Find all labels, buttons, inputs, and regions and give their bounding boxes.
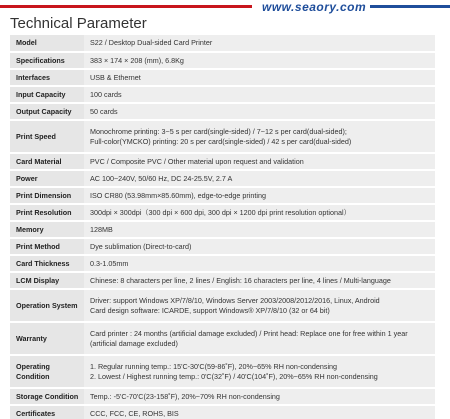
header-blue-rule <box>370 5 450 8</box>
spec-row <box>10 272 435 289</box>
spec-label: Operating Condition <box>10 355 84 388</box>
spec-value-line: 100 cards <box>90 89 122 99</box>
spec-label: Print Resolution <box>10 204 84 221</box>
spec-label: Card Thickness <box>10 255 84 272</box>
spec-value-line: AC 100~240V, 50/60 Hz, DC 24-25.5V, 2.7 A <box>90 173 233 183</box>
spec-label: Storage Condition <box>10 388 84 405</box>
header-red-rule <box>0 5 252 8</box>
spec-value <box>84 187 435 204</box>
spec-value <box>84 322 435 355</box>
spec-value <box>84 355 435 388</box>
spec-row <box>10 52 435 69</box>
spec-value-line: 383 × 174 × 208 (mm), 6.8Kg <box>90 55 184 65</box>
spec-row <box>10 388 435 405</box>
spec-value-line: 0.3-1.05mm <box>90 258 129 268</box>
spec-label: Memory <box>10 221 84 238</box>
spec-row <box>10 69 435 86</box>
spec-value <box>84 52 435 69</box>
spec-row <box>10 153 435 170</box>
spec-value <box>84 69 435 86</box>
spec-value <box>84 388 435 405</box>
spec-value <box>84 103 435 120</box>
spec-value <box>84 204 435 221</box>
spec-value <box>84 255 435 272</box>
spec-row <box>10 221 435 238</box>
spec-value-line: Full-color(YMCKO) printing: 20 s per card(single-sided) / 42 s per card(dual-sided) <box>90 136 352 146</box>
spec-label: Print Speed <box>10 120 84 153</box>
spec-row <box>10 204 435 221</box>
spec-label: Card Material <box>10 153 84 170</box>
spec-value-line: Chinese: 8 characters per line, 2 lines / English: 16 characters per line, 4 lines / Multi-language <box>90 275 391 285</box>
spec-value <box>84 238 435 255</box>
spec-value <box>84 221 435 238</box>
spec-value <box>84 153 435 170</box>
spec-value <box>84 120 435 153</box>
spec-value-line: ISO CR80 (53.98mm×85.60mm), edge-to-edge printing <box>90 190 266 200</box>
spec-label: Print Method <box>10 238 84 255</box>
spec-row <box>10 187 435 204</box>
site-url-link[interactable]: www.seaory.com <box>262 0 367 14</box>
spec-value-line: 1. Regular running temp.: 15'C-30'C(59-86˚F), 20%~65% RH non-condensing <box>90 361 338 371</box>
spec-row <box>10 86 435 103</box>
spec-value-line: PVC / Composite PVC / Other material upon request and validation <box>90 156 304 166</box>
spec-label: Output Capacity <box>10 103 84 120</box>
spec-value-line: 128MB <box>90 224 113 234</box>
spec-value <box>84 170 435 187</box>
spec-value-line: Card design software: ICARDE, support Windows® XP/7/8/10 (32 or 64 bit) <box>90 305 330 315</box>
spec-value <box>84 289 435 322</box>
spec-value <box>84 405 435 419</box>
spec-label: Power <box>10 170 84 187</box>
spec-row <box>10 322 435 355</box>
spec-row <box>10 255 435 272</box>
spec-value <box>84 35 435 52</box>
spec-label: Warranty <box>10 322 84 355</box>
spec-label: Interfaces <box>10 69 84 86</box>
spec-label: Input Capacity <box>10 86 84 103</box>
spec-value-line: 50 cards <box>90 106 118 116</box>
spec-value-line: 300dpi × 300dpi（300 dpi × 600 dpi, 300 dpi × 1200 dpi print resolution optional） <box>90 207 351 217</box>
spec-value-line: 2. Lowest / Highest running temp.: 0'C(32˚F) / 40'C(104˚F), 20%~65% RH non-condensing <box>90 371 378 381</box>
spec-label: Print Dimension <box>10 187 84 204</box>
spec-value-line: (artificial damage excluded) <box>90 338 178 348</box>
spec-table-body <box>10 35 435 419</box>
spec-row <box>10 170 435 187</box>
spec-value <box>84 272 435 289</box>
spec-label: Specifications <box>10 52 84 69</box>
spec-row <box>10 120 435 153</box>
spec-value <box>84 86 435 103</box>
spec-label: Operation System <box>10 289 84 322</box>
spec-value-line: CCC, FCC, CE, ROHS, BIS <box>90 408 179 418</box>
spec-row <box>10 238 435 255</box>
spec-label: Model <box>10 35 84 52</box>
spec-value-line: USB & Ethernet <box>90 72 141 82</box>
spec-row <box>10 35 435 52</box>
spec-table <box>10 35 435 419</box>
spec-label: Certificates <box>10 405 84 419</box>
spec-row <box>10 405 435 419</box>
spec-value-line: Card printer : 24 months (artificial damage excluded) / Print head: Replace one for free within 1 year <box>90 328 408 338</box>
spec-row <box>10 103 435 120</box>
spec-value-line: Temp.: -5'C-70'C(23-158˚F), 20%~70% RH non-condensing <box>90 391 280 401</box>
spec-row <box>10 355 435 388</box>
spec-label: LCM Display <box>10 272 84 289</box>
spec-value-line: Dye sublimation (Direct-to-card) <box>90 241 192 251</box>
spec-value-line: S22 / Desktop Dual-sided Card Printer <box>90 38 213 47</box>
spec-row <box>10 289 435 322</box>
page-title: Technical Parameter <box>10 15 147 32</box>
spec-value-line: Driver: support Windows XP/7/8/10, Windows Server 2003/2008/2012/2016, Linux, Android <box>90 295 380 305</box>
spec-value-line: Monochrome printing: 3~5 s per card(single-sided) / 7~12 s per card(dual-sided); <box>90 126 347 136</box>
